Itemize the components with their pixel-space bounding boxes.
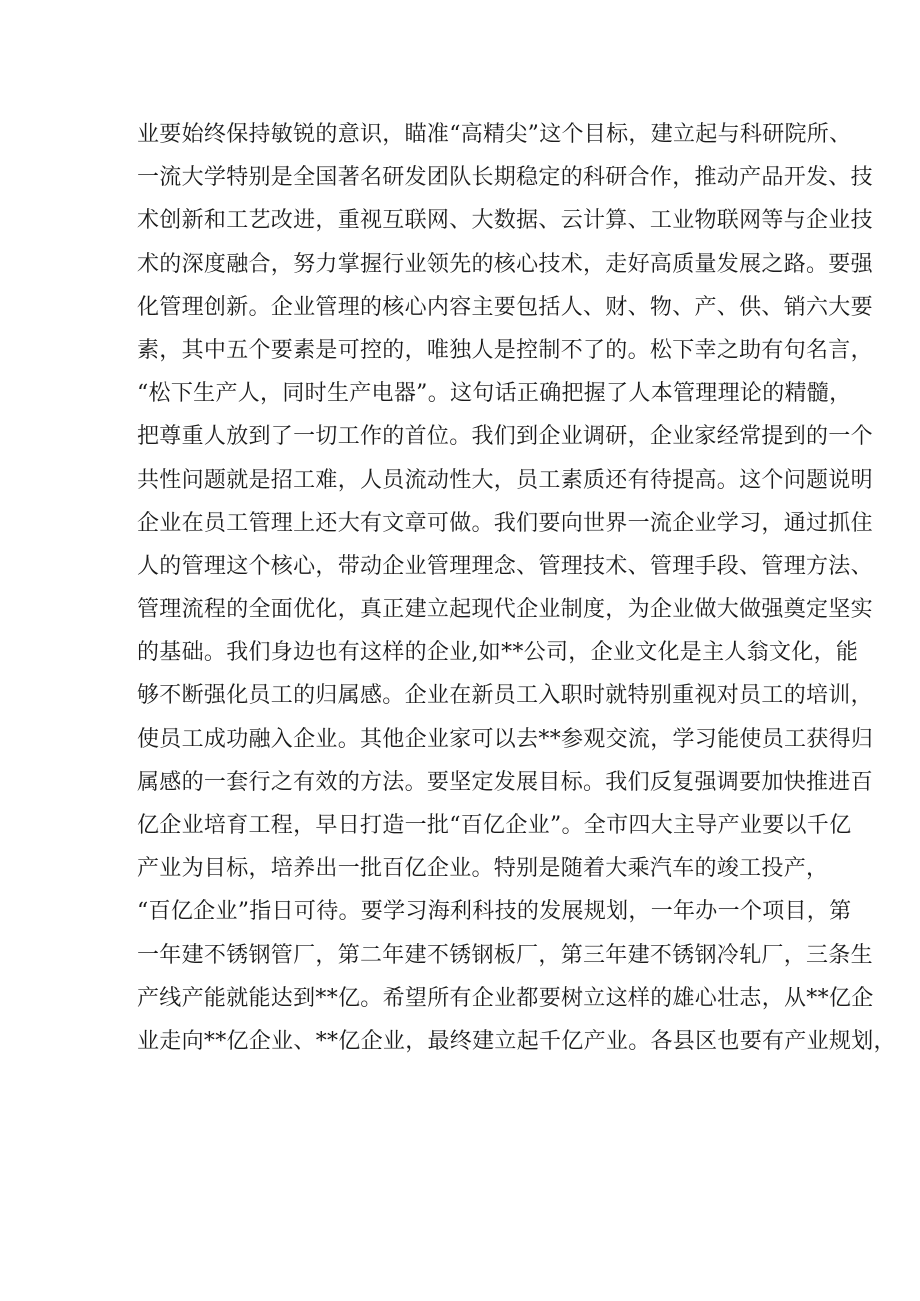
text-line: “松下生产人，同时生产电器”。这句话正确把握了人本管理理论的精髓，	[137, 381, 852, 407]
text-line: 人的管理这个核心，带动企业管理理念、管理技术、管理手段、管理方法、	[137, 553, 873, 579]
text-line: 术的深度融合，努力掌握行业领先的核心技术，走好高质量发展之路。要强	[137, 251, 873, 277]
text-line: 够不断强化员工的归属感。企业在新员工入职时就特别重视对员工的培训，	[137, 683, 873, 709]
text-line: 企业在员工管理上还大有文章可做。我们要向世界一流企业学习，通过抓住	[137, 510, 873, 536]
text-line: 业要始终保持敏锐的意识，瞄准“高精尖”这个目标，建立起与科研院所、	[137, 122, 852, 147]
text-line: 术创新和工艺改进，重视互联网、大数据、云计算、工业物联网等与企业技	[137, 208, 873, 234]
text-line: 一年建不锈钢管厂，第二年建不锈钢板厂，第三年建不锈钢冷轧厂，三条生	[137, 942, 873, 968]
text-line: 产线产能就能达到**亿。希望所有企业都要树立这样的雄心壮志，从**亿企	[137, 985, 874, 1011]
text-line: 属感的一套行之有效的方法。要坚定发展目标。我们反复强调要加快推进百	[137, 769, 873, 795]
text-line: 产业为目标，培养出一批百亿企业。特别是随着大乘汽车的竣工投产，	[137, 856, 829, 882]
text-line: 化管理创新。企业管理的核心内容主要包括人、财、物、产、供、销六大要	[137, 294, 873, 320]
text-line: 共性问题就是招工难，人员流动性大，员工素质还有待提高。这个问题说明	[137, 467, 873, 493]
text-line: 素，其中五个要素是可控的，唯独人是控制不了的。松下幸之助有句名言，	[137, 337, 873, 363]
text-line: 把尊重人放到了一切工作的首位。我们到企业调研，企业家经常提到的一个	[137, 424, 873, 450]
text-line: 管理流程的全面优化，真正建立起现代企业制度，为企业做大做强奠定坚实	[137, 597, 873, 623]
text-line: 业走向**亿企业、**亿企业，最终建立起千亿产业。各县区也要有产业规划，	[137, 1028, 896, 1054]
text-line: “百亿企业”指日可待。要学习海利科技的发展规划，一年办一个项目，第	[137, 899, 852, 925]
text-line: 亿企业培育工程，早日打造一批“百亿企业”。全市四大主导产业要以千亿	[137, 813, 852, 838]
text-line: 的基础。我们身边也有这样的企业,如**公司，企业文化是主人翁文化，能	[137, 640, 859, 666]
text-line: 一流大学特别是全国著名研发团队长期稳定的科研合作，推动产品开发、技	[137, 165, 873, 191]
body-text	[137, 113, 896, 1063]
text-line: 使员工成功融入企业。其他企业家可以去**参观交流，学习能使员工获得归	[137, 726, 874, 752]
